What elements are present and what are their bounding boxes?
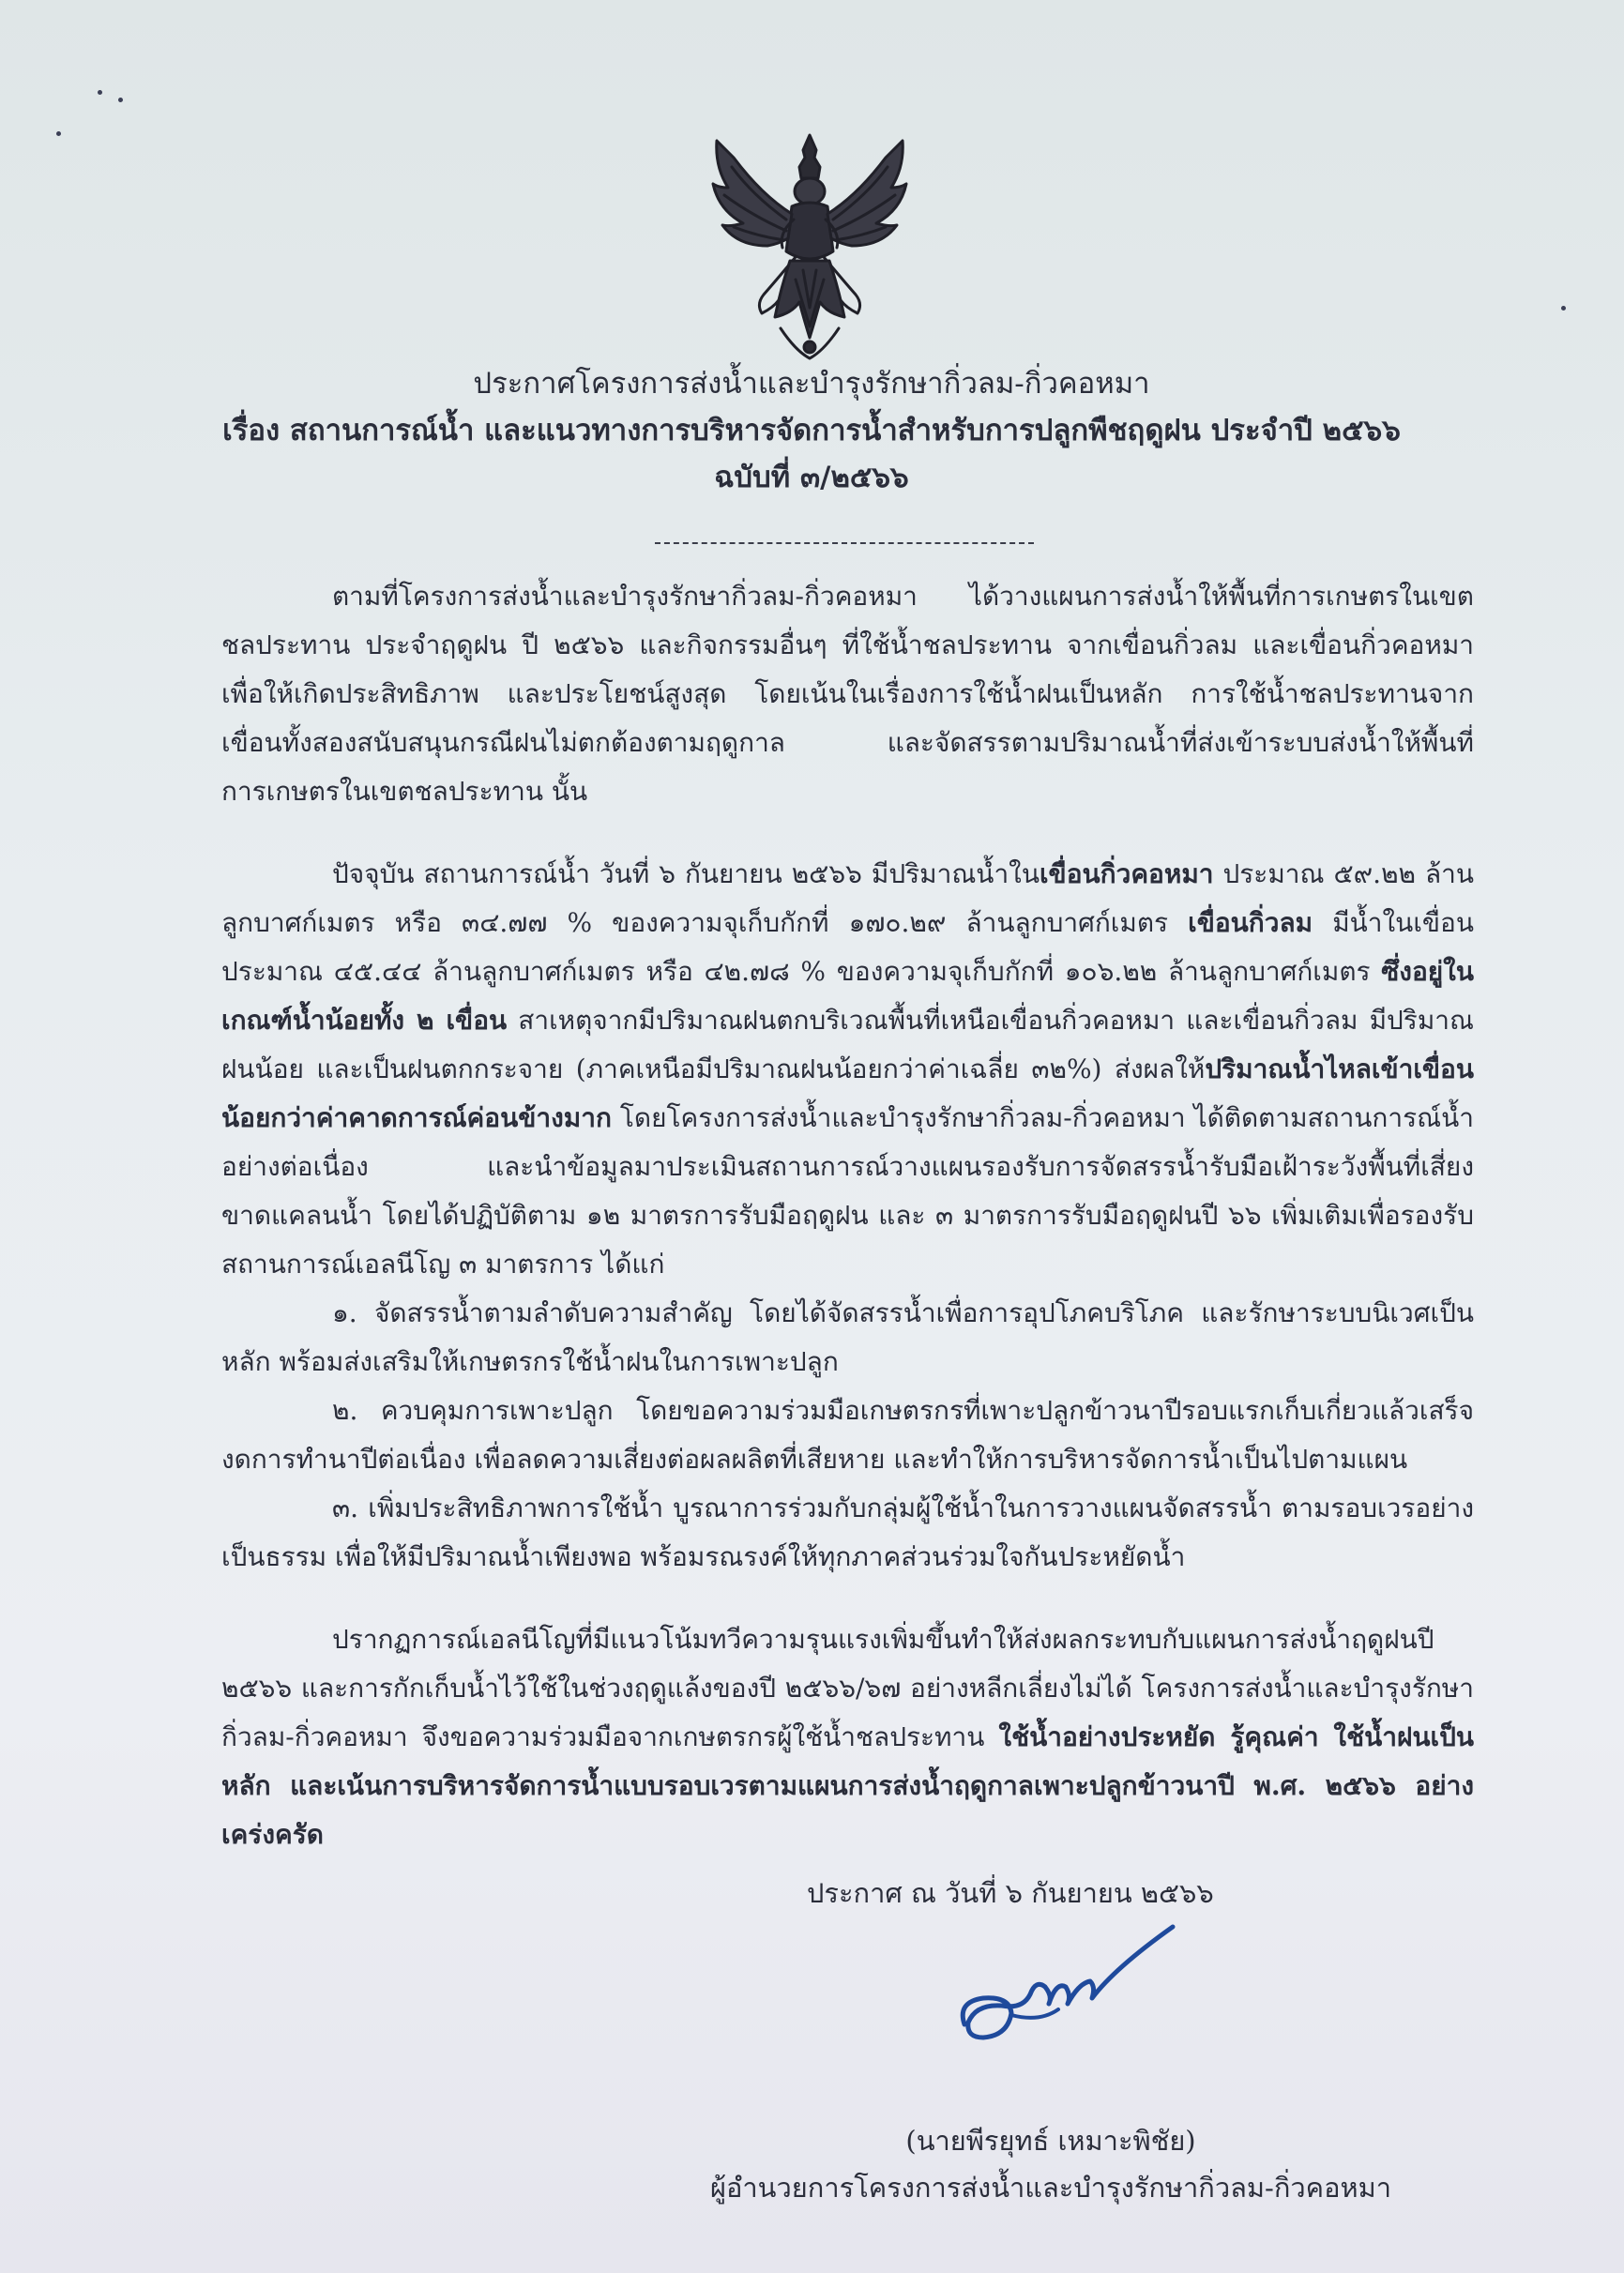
measure-2: ๒. ควบคุมการเพาะปลูก โดยขอความร่วมมือเกษตรกรที่เพาะปลูกข้าวนาปีรอบแรกเก็บเกี่ยวแล้วเสร็จงดการทำนาปีต่อเนื่อง เพื่อลดความเสี่ยงต่อผลผลิตที่เสียหาย และทำให้การบริหารจัดการน้ำเป็นไปตามแผน (221, 1395, 1474, 1475)
low-water-criteria: ซึ่งอยู่ในเกณฑ์น้ำน้อยทั้ง ๒ เขื่อน (221, 956, 1474, 1036)
signer-position: ผู้อำนวยการโครงการส่งน้ำและบำรุงรักษากิ่วลม-กิ่วคอหมา (709, 2172, 1392, 2204)
paper-speck (98, 90, 102, 95)
announcement-issue: ฉบับที่ ๓/๒๕๖๖ (714, 461, 909, 494)
announcement-title: ประกาศโครงการส่งน้ำและบำรุงรักษากิ่วลม-กิ่วคอหมา (473, 367, 1150, 401)
paragraph-el-nino: ปรากฏการณ์เอลนีโญที่มีแนวโน้มทวีความรุนแรงเพิ่มขึ้นทำให้ส่งผลกระทบกับแผนการส่งน้ำฤดูฝนปี ๒๕๖๖ และการกักเก็บน้ำไว้ใช้ในช่วงฤดูแล้งของปี ๒๕๖๖/๖๗ อย่างหลีกเลี่ยงไม่ได้ โครงการส่งน้ำและบำรุงรักษากิ่วลม-กิ่วคอหมา จึงขอความร่วมมือจากเกษตรกรผู้ใช้น้ำชลประทาน ใช้น้ำอย่างประหยัด รู้คุณค่า ใช้น้ำฝนเป็นหลัก และเน้นการบริหารจัดการน้ำแบบรอบเวรตามแผนการส่งน้ำฤดูกาลเพาะปลูกข้าวนาปี พ.ศ. ๒๕๖๖ อย่างเคร่งครัด (221, 1624, 1474, 1850)
paper-speck (56, 131, 61, 136)
paragraph-water-situation: ปัจจุบัน สถานการณ์น้ำ วันที่ ๖ กันยายน ๒๕๖๖ มีปริมาณน้ำในเขื่อนกิ่วคอหมา ประมาณ ๕๙.๒๒ ล้านลูกบาศก์เมตร หรือ ๓๔.๗๗ % ของความจุเก็บกักที่ ๑๗๐.๒๙ ล้านลูกบาศก์เมตร เขื่อนกิ่วลม มีน้ำในเขื่อนประมาณ ๔๕.๔๔ ล้านลูกบาศก์เมตร หรือ ๔๒.๗๘ % ของความจุเก็บกักที่ ๑๐๖.๒๒ ล้านลูกบาศก์เมตร ซึ่งอยู่ในเกณฑ์น้ำน้อยทั้ง ๒ เขื่อน สาเหตุจากมีปริมาณฝนตกบริเวณพื้นที่เหนือเขื่อนกิ่วคอหมา และเขื่อนกิ่วลม มีปริมาณฝนน้อย และเป็นฝนตกกระจาย (ภาคเหนือมีปริมาณฝนน้อยกว่าค่าเฉลี่ย ๓๒%) ส่งผลให้ปริมาณน้ำไหลเข้าเขื่อนน้อยกว่าค่าคาดการณ์ค่อนข้างมาก โดยโครงการส่งน้ำและบำรุงรักษากิ่วลม-กิ่วคอหมา ได้ติดตามสถานการณ์น้ำอย่างต่อเนื่อง และนำข้อมูลมาประเมินสถานการณ์วางแผนรองรับการจัดสรรน้ำรับมือเฝ้าระวังพื้นที่เสี่ยงขาดแคลนน้ำ โดยได้ปฏิบัติตาม ๑๒ มาตรการรับมือฤดูฝน และ ๓ มาตรการรับมือฤดูฝนปี ๖๖ เพิ่มเติมเพื่อรองรับสถานการณ์เอลนีโญ ๓ มาตรการ ได้แก่ (221, 858, 1474, 1280)
announcement-date: ประกาศ ณ วันที่ ๖ กันยายน ๒๕๖๖ (807, 1877, 1214, 1909)
kiw-lom-dam: เขื่อนกิ่วลม (1188, 907, 1313, 938)
signature-icon (955, 1912, 1180, 2053)
divider (655, 542, 1034, 544)
announcement-body (221, 572, 1474, 1859)
conservation-request: ใช้น้ำอย่างประหยัด รู้คุณค่า ใช้น้ำฝนเป็นหลัก และเน้นการบริหารจัดการน้ำแบบรอบเวรตามแผนการส่งน้ำฤดูกาลเพาะปลูกข้าวนาปี พ.ศ. ๒๕๖๖ อย่างเคร่งครัด (221, 1721, 1474, 1850)
announcement-subject: เรื่อง สถานการณ์น้ำ และแนวทางการบริหารจัดการน้ำสำหรับการปลูกพืชฤดูฝน ประจำปี ๒๕๖๖ (222, 414, 1401, 447)
paper-speck (118, 98, 123, 102)
low-inflow-note: ปริมาณน้ำไหลเข้าเขื่อนน้อยกว่าค่าคาดการณ์ค่อนข้างมาก (221, 1053, 1474, 1133)
paper-speck (1561, 306, 1566, 311)
kiw-kho-ma-dam: เขื่อนกิ่วคอหมา (1039, 858, 1214, 889)
measure-1: ๑. จัดสรรน้ำตามลำดับความสำคัญ โดยได้จัดสรรน้ำเพื่อการอุปโภคบริโภค และรักษาระบบนิเวศเป็นหลัก พร้อมส่งเสริมให้เกษตรกรใช้น้ำฝนในการเพาะปลูก (221, 1297, 1474, 1377)
paragraph-background: ตามที่โครงการส่งน้ำและบำรุงรักษากิ่วลม-กิ่วคอหมา ได้วางแผนการส่งน้ำให้พื้นที่การเกษตรในเขตชลประทาน ประจำฤดูฝน ปี ๒๕๖๖ และกิจกรรมอื่นๆ ที่ใช้น้ำชลประทาน จากเขื่อนกิ่วลม และเขื่อนกิ่วคอหมา เพื่อให้เกิดประสิทธิภาพ และประโยชน์สูงสุด โดยเน้นในเรื่องการใช้น้ำฝนเป็นหลัก การใช้น้ำชลประทานจากเขื่อนทั้งสองสนับสนุนกรณีฝนไม่ตกต้องตามฤดูกาล และจัดสรรตามปริมาณน้ำที่ส่งเข้าระบบส่งน้ำให้พื้นที่การเกษตรในเขตชลประทาน นั้น (221, 581, 1475, 807)
signer-name: (นายพีรยุทธ์ เหมาะพิชัย) (905, 2125, 1196, 2157)
measure-3: ๓. เพิ่มประสิทธิภาพการใช้น้ำ บูรณาการร่วมกับกลุ่มผู้ใช้น้ำในการวางแผนจัดสรรน้ำ ตามรอบเวรอย่างเป็นธรรม เพื่อให้มีปริมาณน้ำเพียงพอ พร้อมรณรงค์ให้ทุกภาคส่วนร่วมใจกันประหยัดน้ำ (221, 1493, 1474, 1572)
garuda-emblem-icon (706, 129, 914, 364)
